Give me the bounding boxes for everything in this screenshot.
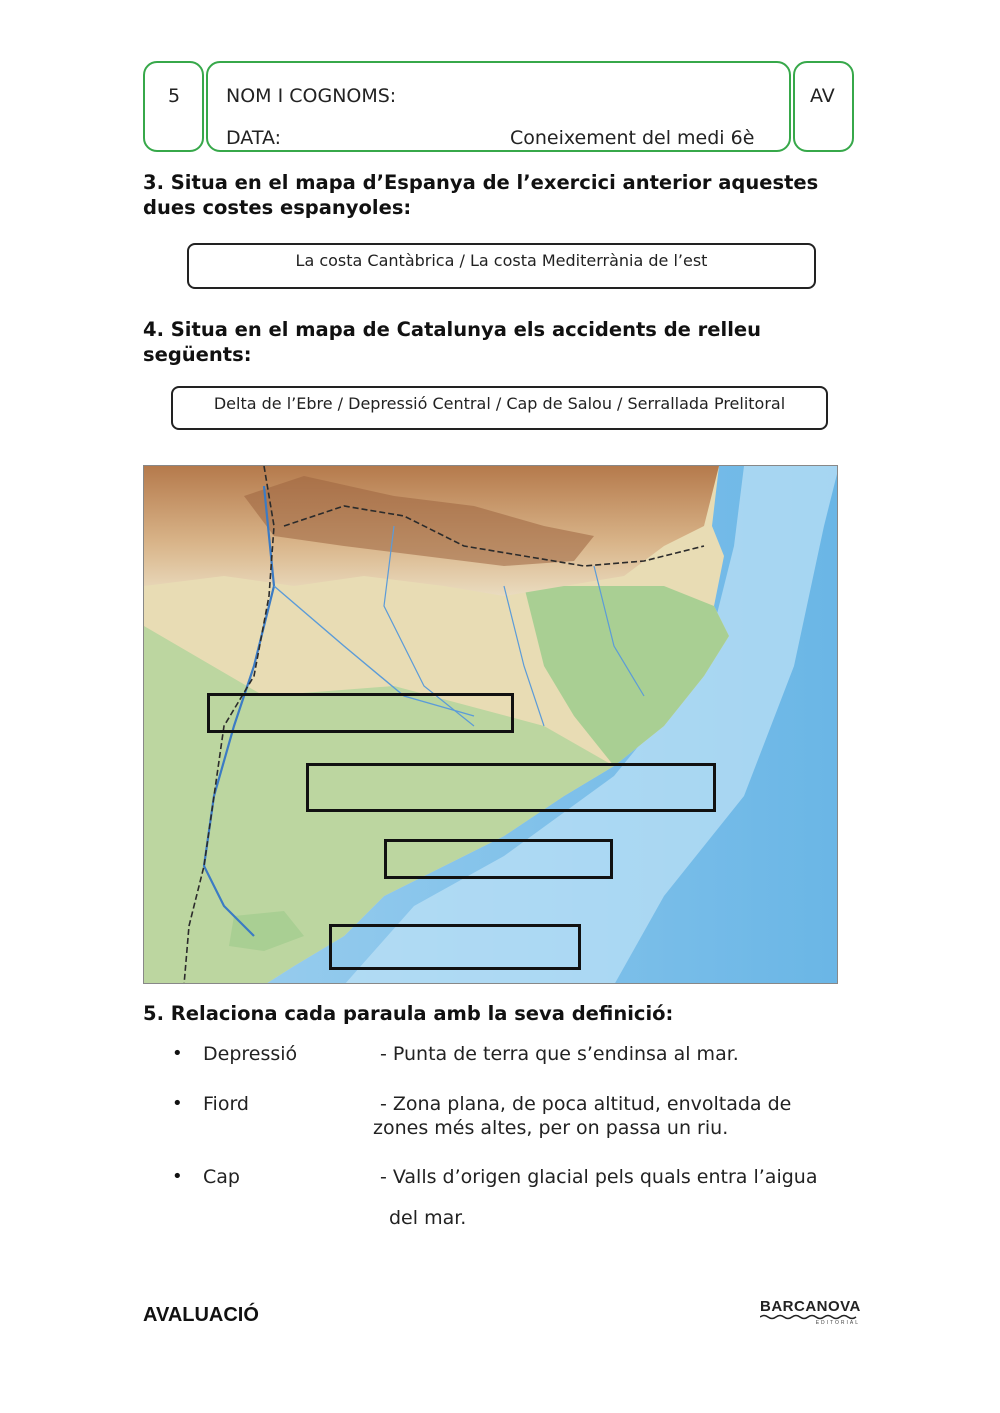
student-info-box bbox=[206, 61, 791, 152]
question-5-title: 5. Relaciona cada paraula amb la seva definició: bbox=[143, 1002, 674, 1025]
match-word-3: Cap bbox=[203, 1166, 240, 1188]
bullet-icon: • bbox=[172, 1043, 183, 1064]
question-3-words: La costa Cantàbrica / La costa Mediterrània de l’est bbox=[295, 251, 708, 270]
map-answer-box-4[interactable] bbox=[329, 924, 581, 970]
logo-text: BARCANOVA bbox=[760, 1298, 861, 1315]
logo-subtext: EDITORIAL bbox=[815, 1320, 860, 1326]
catalonia-relief-map bbox=[143, 465, 838, 984]
bullet-icon: • bbox=[172, 1093, 183, 1114]
question-3-word-bank bbox=[187, 243, 816, 289]
date-label: DATA: bbox=[226, 127, 282, 149]
map-answer-box-3[interactable] bbox=[384, 839, 613, 879]
match-definition-2: - Zona plana, de poca altitud, envoltada de bbox=[380, 1093, 792, 1115]
match-definition-1: - Punta de terra que s’endinsa al mar. bbox=[380, 1043, 739, 1065]
exam-code: AV bbox=[810, 85, 835, 107]
question-3-title: 3. Situa en el mapa d’Espanya de l’exercici anterior aquestes dues costes espanyoles: bbox=[143, 171, 819, 219]
match-definition-2-cont: zones més altes, per on passa un riu. bbox=[373, 1117, 729, 1139]
map-answer-box-1[interactable] bbox=[207, 693, 514, 733]
match-definition-3-cont: del mar. bbox=[389, 1207, 467, 1229]
bullet-icon: • bbox=[172, 1166, 183, 1187]
footer-avaluacio: AVALUACIÓ bbox=[143, 1304, 259, 1326]
match-word-2: Fiord bbox=[203, 1093, 249, 1115]
match-definition-3: - Valls d’origen glacial pels quals entra l’aigua bbox=[380, 1166, 818, 1188]
barcanova-logo bbox=[760, 1299, 860, 1325]
exam-number: 5 bbox=[168, 85, 181, 107]
number-box bbox=[143, 61, 204, 152]
name-label: NOM I COGNOMS: bbox=[226, 85, 397, 107]
question-4-title: 4. Situa en el mapa de Catalunya els accidents de relleu següents: bbox=[143, 318, 761, 366]
code-box bbox=[793, 61, 854, 152]
question-4-words: Delta de l’Ebre / Depressió Central / Cap de Salou / Serrallada Prelitoral bbox=[213, 394, 786, 413]
match-word-1: Depressió bbox=[203, 1043, 298, 1065]
map-answer-box-2[interactable] bbox=[306, 763, 716, 812]
subject-label: Coneixement del medi 6è bbox=[510, 127, 755, 149]
question-4-word-bank bbox=[171, 386, 828, 430]
